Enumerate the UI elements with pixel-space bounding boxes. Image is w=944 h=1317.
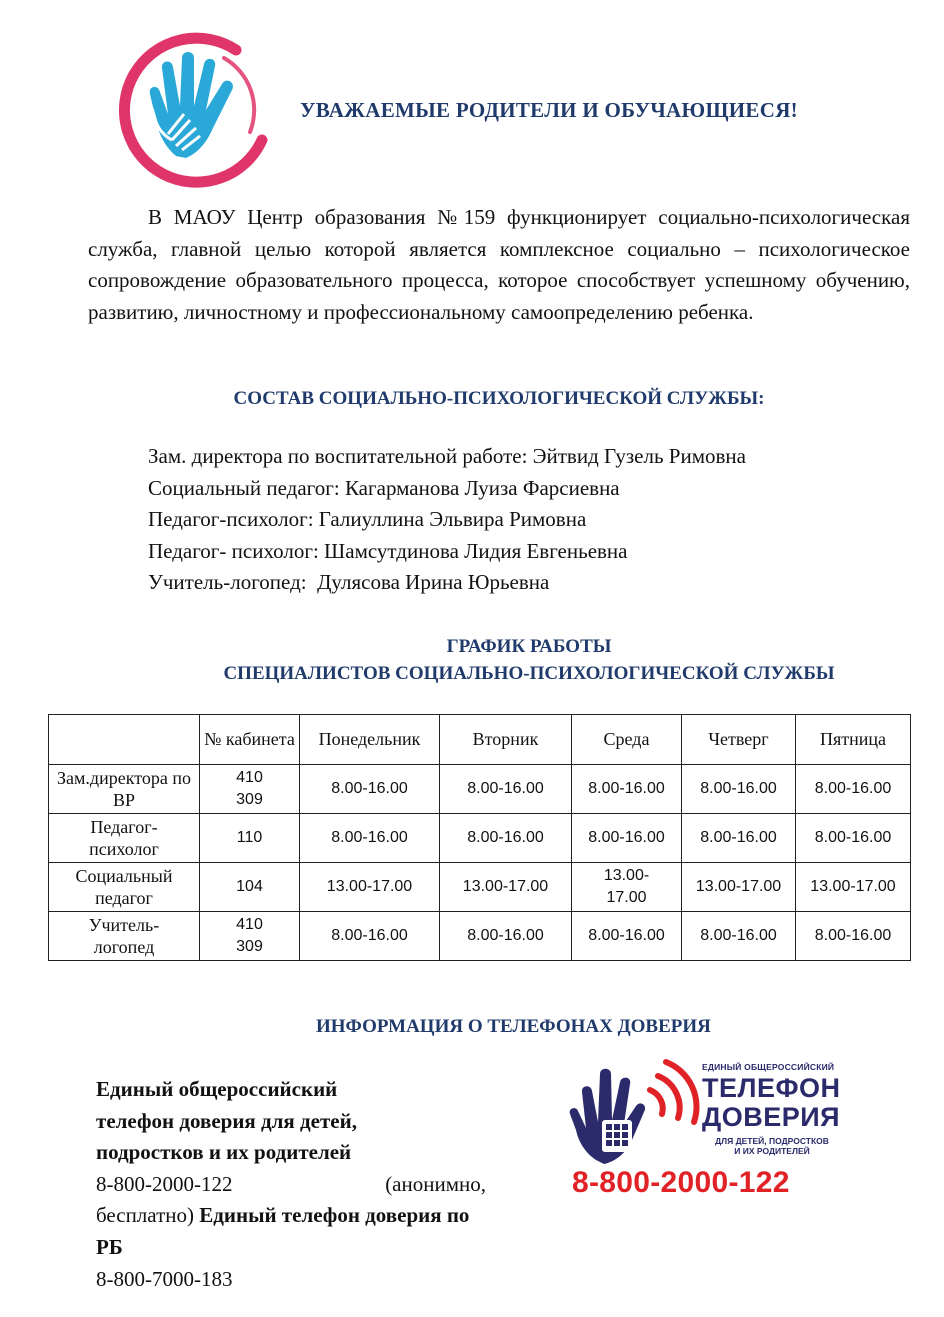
- schedule-heading-line1: ГРАФИК РАБОТЫ: [446, 636, 612, 657]
- hours-cell: 8.00-16.00: [440, 765, 572, 814]
- role-cell: Педагог-психолог: [49, 814, 200, 863]
- staff-member: Социальный педагог: Кагарманова Луиза Фарсиевна: [148, 475, 620, 500]
- hours-cell: 8.00-16.00: [300, 814, 440, 863]
- column-header-monday: Понедельник: [300, 715, 440, 765]
- table-row: [49, 912, 911, 961]
- hours-cell: 8.00-16.00: [796, 765, 911, 814]
- role-cell: Социальный педагог: [49, 863, 200, 912]
- column-header-thursday: Четверг: [682, 715, 796, 765]
- helpline-phone: 8-800-2000-122: [572, 1166, 790, 1199]
- staff-member: Педагог- психолог: Шамсутдинова Лидия Евгеньевна: [148, 538, 628, 563]
- helpline-line1: ТЕЛЕФОН: [702, 1073, 841, 1103]
- table-row: [49, 765, 911, 814]
- staff-member: Педагог-психолог: Галиуллина Эльвира Римовна: [148, 507, 587, 532]
- room-cell: 110: [200, 814, 300, 863]
- hours-cell: 8.00-16.00: [572, 814, 682, 863]
- staff-member: Зам. директора по воспитательной работе: Эйтвид Гузель Римовна: [148, 444, 746, 468]
- helpline-top-text: ЕДИНЫЙ ОБЩЕРОССИЙСКИЙ: [702, 1062, 835, 1072]
- schedule-table: [48, 714, 911, 961]
- federal-phone: 8-800-2000-122: [96, 1171, 233, 1196]
- hours-cell: 8.00-16.00: [682, 912, 796, 961]
- column-header-room: № кабинета: [200, 715, 300, 765]
- helpline-sub-text: [702, 1136, 842, 1156]
- table-row: [49, 863, 911, 912]
- column-header-friday: Пятница: [796, 715, 911, 765]
- schedule-heading-line2: СПЕЦИАЛИСТОВ СОЦИАЛЬНО-ПСИХОЛОГИЧЕСКОЙ СЛУЖБЫ: [223, 663, 835, 684]
- helpline-line2: ДОВЕРИЯ: [702, 1102, 841, 1132]
- column-header-wednesday: Среда: [572, 715, 682, 765]
- helpline-main-text: [702, 1074, 841, 1132]
- hours-cell: 8.00-16.00: [300, 765, 440, 814]
- column-header-tuesday: Вторник: [440, 715, 572, 765]
- table-header-row: [49, 715, 911, 765]
- helpline-logo: [566, 1056, 846, 1206]
- hotline-info: [96, 1074, 486, 1295]
- room-cell: 410 309: [200, 765, 300, 814]
- regional-hotline-title: Единый телефон доверия по РБ: [96, 1203, 470, 1259]
- schedule-heading: [0, 633, 944, 687]
- hours-cell: 8.00-16.00: [796, 814, 911, 863]
- helpline-sub-line2: И ИХ РОДИТЕЛЕЙ: [734, 1146, 810, 1156]
- hours-cell: 13.00-17.00: [440, 863, 572, 912]
- hours-cell: 8.00-16.00: [572, 912, 682, 961]
- helpline-sub-line1: ДЛЯ ДЕТЕЙ, ПОДРОСТКОВ: [715, 1136, 829, 1146]
- regional-phone: 8-800-7000-183: [96, 1266, 233, 1291]
- hours-cell: 13.00-17.00: [300, 863, 440, 912]
- hours-cell: 13.00-17.00: [572, 863, 682, 912]
- hours-cell: 8.00-16.00: [682, 765, 796, 814]
- hand-phone-icon: [566, 1056, 702, 1166]
- federal-phone-row: [96, 1169, 486, 1201]
- role-cell: Зам.директора по ВР: [49, 765, 200, 814]
- hours-cell: 8.00-16.00: [682, 814, 796, 863]
- hours-cell: 13.00-17.00: [682, 863, 796, 912]
- hours-cell: 8.00-16.00: [300, 912, 440, 961]
- staff-heading: СОСТАВ СОЦИАЛЬНО-ПСИХОЛОГИЧЕСКОЙ СЛУЖБЫ:: [233, 388, 765, 409]
- room-cell: 104: [200, 863, 300, 912]
- intro-text: В МАОУ Центр образования №159 функционирует социально-психологическая служба, главной целью которой является комплексное социально – психологическое сопровождение образовательного процесса, которое способствует успешному обучению, развитию, личностному и профессиональному самоопределению ребенка.: [88, 205, 910, 324]
- regional-row: [96, 1200, 486, 1263]
- federal-hotline-title: Единый общероссийский телефон доверия для детей, подростков и их родителей: [96, 1077, 357, 1165]
- hands-logo-icon: [112, 28, 278, 188]
- hotline-heading: ИНФОРМАЦИЯ О ТЕЛЕФОНАХ ДОВЕРИЯ: [316, 1016, 711, 1037]
- room-cell: 410 309: [200, 912, 300, 961]
- role-cell: Учитель-логопед: [49, 912, 200, 961]
- hours-cell: 8.00-16.00: [440, 912, 572, 961]
- hours-cell: 8.00-16.00: [796, 912, 911, 961]
- hours-cell: 13.00-17.00: [796, 863, 911, 912]
- page-title: УВАЖАЕМЫЕ РОДИТЕЛИ И ОБУЧАЮЩИЕСЯ!: [300, 98, 798, 122]
- intro-paragraph: [88, 202, 910, 328]
- hours-cell: 8.00-16.00: [572, 765, 682, 814]
- column-header: [49, 715, 200, 765]
- hours-cell: 8.00-16.00: [440, 814, 572, 863]
- federal-note: (анонимно,: [385, 1171, 486, 1196]
- staff-member: Учитель-логопед: Дулясова Ирина Юрьевна: [148, 570, 550, 595]
- table-row: [49, 814, 911, 863]
- staff-list: [148, 441, 746, 599]
- federal-note-end: бесплатно): [96, 1203, 194, 1228]
